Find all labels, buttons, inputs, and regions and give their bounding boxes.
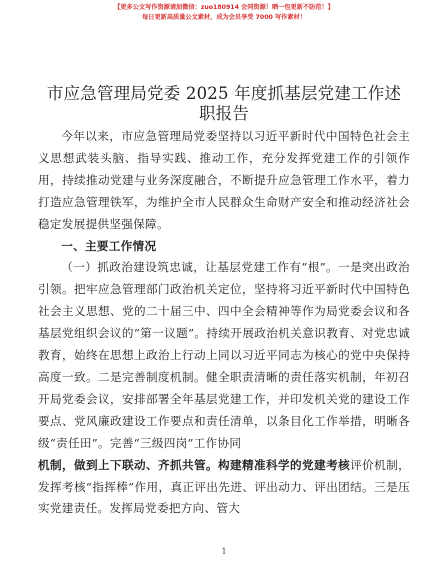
paragraph-1: （一）抓政治建设筑忠诚，让基层党建工作有“根”。一是突出政治引领。把牢应急管理部门政治机关定位，坚持将习近平新时代中国特色社会主义思想、党的二十届三中、四中全会精神等作为局党委会议和各基层党组织会议的“第一议题”。持续开展政治机关意识教育、对党忠诚教育，始终在思想上政治上行动上同以习近平同志为核心的党中央保持高度一致。二是完善制度机制。健全职责清晰的责任落实机制，年初召开局党委会议，安排部署全年基层党建工作，并印发机关党的建设工作要点、党风廉政建设工作要点和责任清单，以条目化工作举措，明晰各级“责任田”。完善“三级四岗”工作协同 <box>38 260 410 450</box>
document-body <box>38 126 410 520</box>
promo-banner <box>0 2 448 23</box>
title-line-1: 市应急管理局党委 2025 年度抓基层党建工作述 <box>46 84 402 103</box>
paragraph-2-rest: 评价机制，发挥考核“指挥棒”作用，真正评出先进、评出动力、评出团结。三是压实党建责任。发挥局党委把方向、管大 <box>38 457 410 516</box>
page-number: 1 <box>221 547 227 556</box>
promo-line-1: 【更多公文写作资源请加微信：zuo180914 会同资源！晒一包更新不防范！】 <box>114 4 334 11</box>
section-heading: 一、主要工作情况 <box>61 238 157 253</box>
paragraph-2 <box>38 455 410 521</box>
title-line-2: 职报告 <box>198 104 250 123</box>
promo-line-2: 每日更新高质量公文素材，成为会员享受 7000 写作素材！ <box>142 14 306 21</box>
paragraph-2-bold: 机制，做到上下联动、齐抓共管。构建精准科学的党建考核 <box>38 457 351 472</box>
document-title <box>40 84 408 124</box>
intro-paragraph: 今年以来，市应急管理局党委坚持以习近平新时代中国特色社会主义思想武装头脑、指导实践、推动工作，充分发挥党建工作的引领作用，持续推动党建与业务深度融合，不断提升应急管理工作水平，着力打造应急管理铁军，为维护全市人民群众生命财产安全和推动经济社会稳定发展提供坚强保障。 <box>38 129 410 231</box>
